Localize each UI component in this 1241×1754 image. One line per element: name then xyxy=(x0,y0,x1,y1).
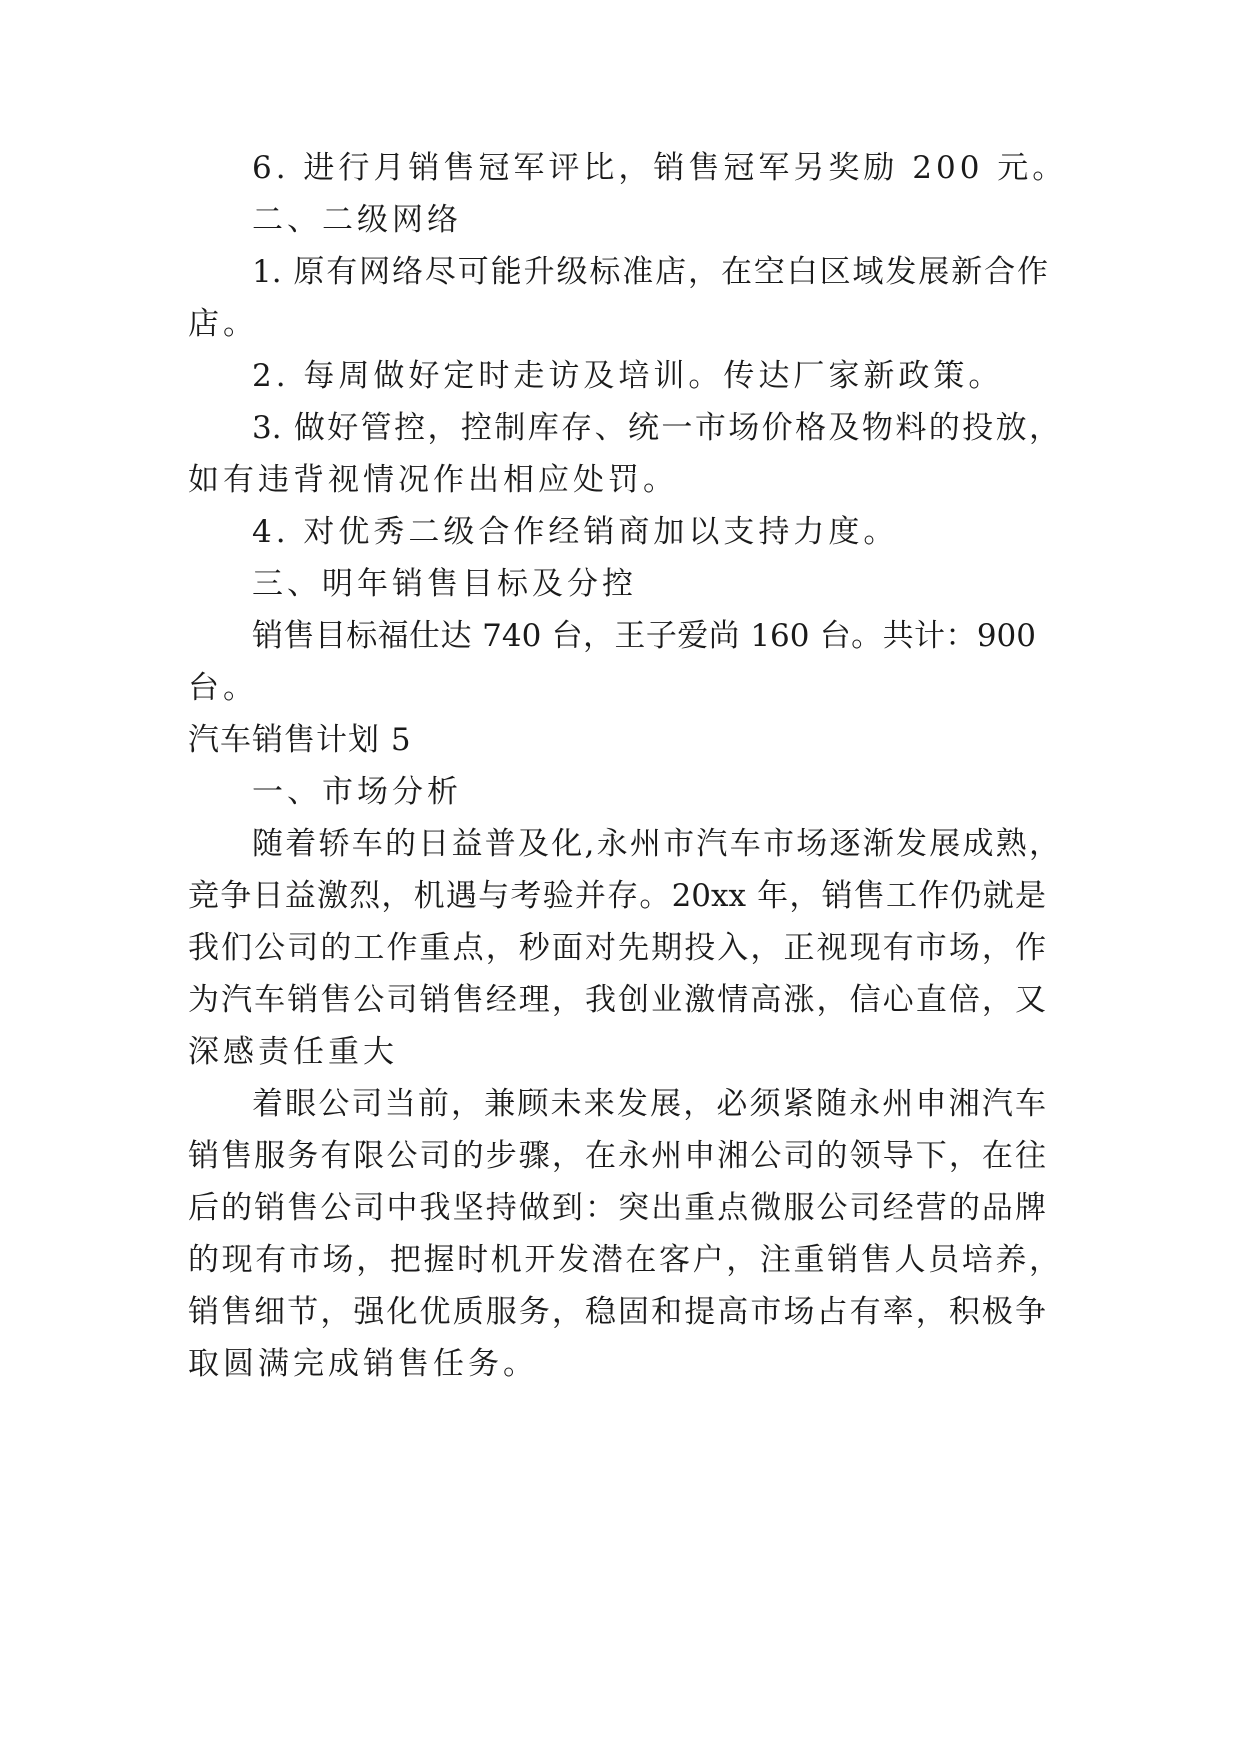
paragraph-line: 后的销售公司中我坚持做到：突出重点微服公司经营的品牌 xyxy=(188,1190,1046,1226)
paragraph-line: 取圆满完成销售任务。 xyxy=(188,1346,538,1382)
paragraph-line: 2. 每周做好定时走访及培训。传达厂家新政策。 xyxy=(252,358,1004,394)
paragraph-line: 随着轿车的日益普及化,永州市汽车市场逐渐发展成熟， xyxy=(252,826,1060,862)
paragraph-line: 如有违背视情况作出相应处罚。 xyxy=(188,462,678,498)
paragraph-line: 销售细节，强化优质服务，稳固和提高市场占有率，积极争 xyxy=(188,1294,1046,1330)
paragraph-line: 台。 xyxy=(188,670,258,706)
paragraph-line: 的现有市场，把握时机开发潜在客户，注重销售人员培养， xyxy=(188,1242,1060,1278)
paragraph-line: 深感责任重大 xyxy=(188,1034,398,1070)
paragraph-line: 着眼公司当前，兼顾未来发展，必须紧随永州申湘汽车 xyxy=(252,1086,1046,1122)
paragraph-line: 为汽车销售公司销售经理，我创业激情高涨，信心直倍，又 xyxy=(188,982,1046,1018)
document-title: 汽车销售计划 5 xyxy=(188,722,412,758)
section-heading: 三、明年销售目标及分控 xyxy=(252,566,637,602)
paragraph-line: 销售服务有限公司的步骤，在永州申湘公司的领导下，在往 xyxy=(188,1138,1046,1174)
paragraph-line: 销售目标福仕达 740 台，王子爱尚 160 台。共计：900 xyxy=(252,618,1036,654)
paragraph-line: 1. 原有网络尽可能升级标准店，在空白区域发展新合作 xyxy=(252,254,1048,290)
paragraph-line: 3. 做好管控，控制库存、统一市场价格及物料的投放， xyxy=(252,410,1060,446)
paragraph-line: 我们公司的工作重点，秒面对先期投入，正视现有市场，作 xyxy=(188,930,1046,966)
section-heading: 一、市场分析 xyxy=(252,774,462,810)
paragraph-line: 竞争日益激烈，机遇与考验并存。20xx 年，销售工作仍就是 xyxy=(188,878,1046,914)
paragraph-line: 店。 xyxy=(188,306,258,342)
paragraph-line: 6. 进行月销售冠军评比，销售冠军另奖励 200 元。 xyxy=(252,150,1068,186)
paragraph-line: 4. 对优秀二级合作经销商加以支持力度。 xyxy=(252,514,899,550)
section-heading: 二、二级网络 xyxy=(252,202,462,238)
